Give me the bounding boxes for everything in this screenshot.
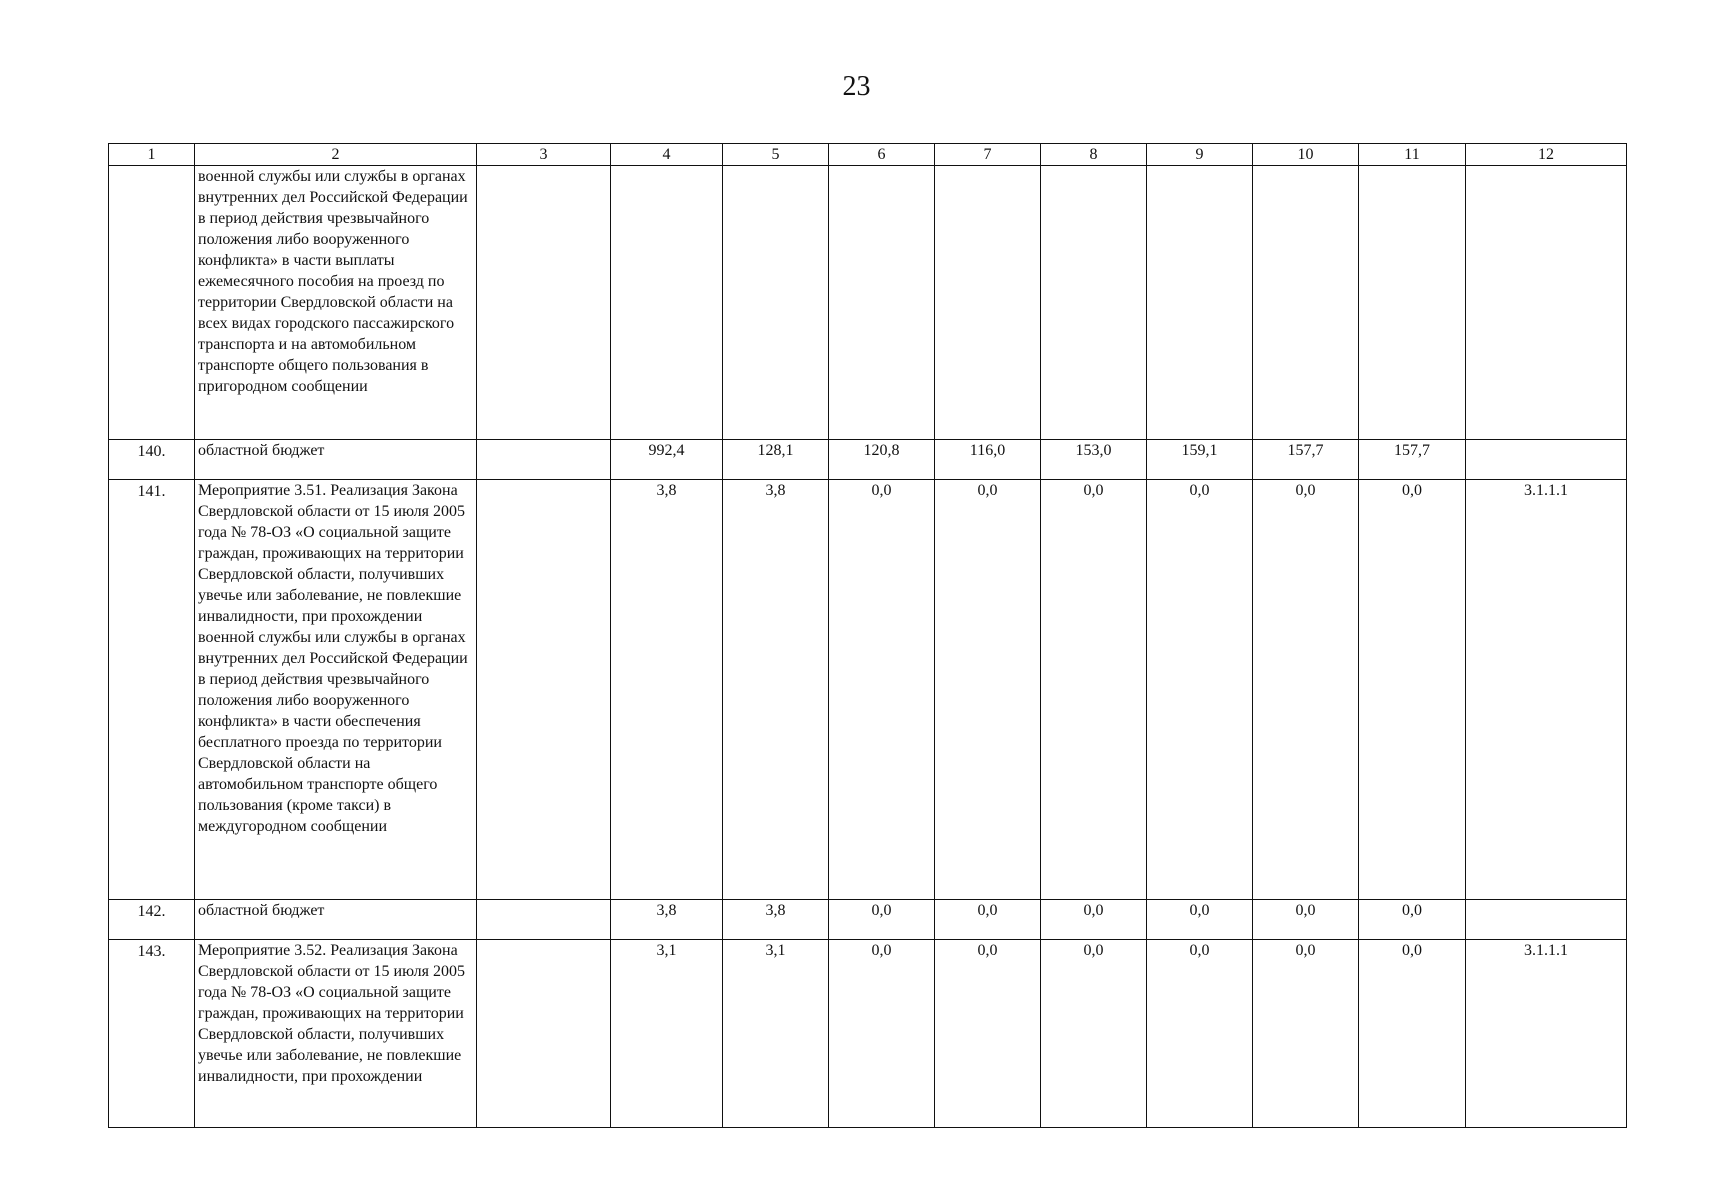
header-cell: 12 (1466, 144, 1627, 166)
cell-col6: 0,0 (829, 940, 935, 1128)
row-description: областной бюджет (195, 440, 477, 480)
table-row (109, 940, 1627, 1128)
cell-col8: 0,0 (1041, 480, 1147, 900)
row-description: областной бюджет (195, 900, 477, 940)
cell-col4: 3,8 (611, 900, 723, 940)
table-row (109, 440, 1627, 480)
header-cell: 3 (477, 144, 611, 166)
header-cell: 1 (109, 144, 195, 166)
cell-col9: 0,0 (1147, 940, 1253, 1128)
cell-col9: 159,1 (1147, 440, 1253, 480)
table-row (109, 900, 1627, 940)
cell-col3 (477, 900, 611, 940)
cell-col3 (477, 440, 611, 480)
cell-col7: 116,0 (935, 440, 1041, 480)
row-number: 140. (109, 440, 195, 480)
cell-col3 (477, 480, 611, 900)
cell-col5 (723, 166, 829, 440)
header-cell: 2 (195, 144, 477, 166)
page-number: 23 (842, 71, 871, 102)
cell-col3 (477, 166, 611, 440)
header-cell: 10 (1253, 144, 1359, 166)
cell-col10: 0,0 (1253, 940, 1359, 1128)
cell-col12: 3.1.1.1 (1466, 940, 1627, 1128)
cell-col11: 157,7 (1359, 440, 1466, 480)
cell-col8: 153,0 (1041, 440, 1147, 480)
cell-col7: 0,0 (935, 900, 1041, 940)
header-cell: 11 (1359, 144, 1466, 166)
cell-col5: 3,8 (723, 900, 829, 940)
cell-col12 (1466, 900, 1627, 940)
cell-col9: 0,0 (1147, 480, 1253, 900)
cell-col3 (477, 940, 611, 1128)
table-row (109, 480, 1627, 900)
budget-table (108, 143, 1627, 1128)
header-cell: 6 (829, 144, 935, 166)
row-number: 143. (109, 940, 195, 1128)
cell-col4: 992,4 (611, 440, 723, 480)
cell-col8 (1041, 166, 1147, 440)
table-row (109, 166, 1627, 440)
cell-col9 (1147, 166, 1253, 440)
cell-col10: 157,7 (1253, 440, 1359, 480)
cell-col12 (1466, 440, 1627, 480)
row-number: 141. (109, 480, 195, 900)
cell-col7: 0,0 (935, 940, 1041, 1128)
header-cell: 9 (1147, 144, 1253, 166)
cell-col8: 0,0 (1041, 900, 1147, 940)
cell-col7: 0,0 (935, 480, 1041, 900)
cell-col11: 0,0 (1359, 940, 1466, 1128)
cell-col10: 0,0 (1253, 480, 1359, 900)
cell-col4 (611, 166, 723, 440)
cell-col4: 3,8 (611, 480, 723, 900)
row-number (109, 166, 195, 440)
cell-col9: 0,0 (1147, 900, 1253, 940)
cell-col11 (1359, 166, 1466, 440)
row-description: военной службы или службы в органах внутренних дел Российской Федерации в период действия чрезвычайного положения либо вооруженного конфликта» в части выплаты ежемесячного пособия на проезд по территории Свердловской области на всех видах городского пассажирского транспорта и на автомобильном транспорте общего пользования в пригородном сообщении (195, 166, 477, 440)
cell-col5: 3,1 (723, 940, 829, 1128)
cell-col7 (935, 166, 1041, 440)
cell-col4: 3,1 (611, 940, 723, 1128)
row-number: 142. (109, 900, 195, 940)
row-description: Мероприятие 3.52. Реализация Закона Свердловской области от 15 июля 2005 года № 78-ОЗ «О социальной защите граждан, проживающих на территории Свердловской области, получивших увечье или заболевание, не повлекшие инвалидности, при прохождении (195, 940, 477, 1128)
cell-col10 (1253, 166, 1359, 440)
cell-col11: 0,0 (1359, 900, 1466, 940)
cell-col10: 0,0 (1253, 900, 1359, 940)
cell-col6: 0,0 (829, 900, 935, 940)
header-cell: 7 (935, 144, 1041, 166)
cell-col8: 0,0 (1041, 940, 1147, 1128)
cell-col12: 3.1.1.1 (1466, 480, 1627, 900)
cell-col5: 3,8 (723, 480, 829, 900)
cell-col6: 120,8 (829, 440, 935, 480)
cell-col6 (829, 166, 935, 440)
cell-col11: 0,0 (1359, 480, 1466, 900)
header-cell: 5 (723, 144, 829, 166)
cell-col12 (1466, 166, 1627, 440)
cell-col6: 0,0 (829, 480, 935, 900)
cell-col5: 128,1 (723, 440, 829, 480)
row-description: Мероприятие 3.51. Реализация Закона Свердловской области от 15 июля 2005 года № 78-ОЗ «О социальной защите граждан, проживающих на территории Свердловской области, получивших увечье или заболевание, не повлекшие инвалидности, при прохождении военной службы или службы в органах внутренних дел Российской Федерации в период действия чрезвычайного положения либо вооруженного конфликта» в части обеспечения бесплатного проезда по территории Свердловской области на автомобильном транспорте общего пользования (кроме такси) в междугородном сообщении (195, 480, 477, 900)
header-cell: 4 (611, 144, 723, 166)
header-cell: 8 (1041, 144, 1147, 166)
header-row (109, 144, 1627, 166)
